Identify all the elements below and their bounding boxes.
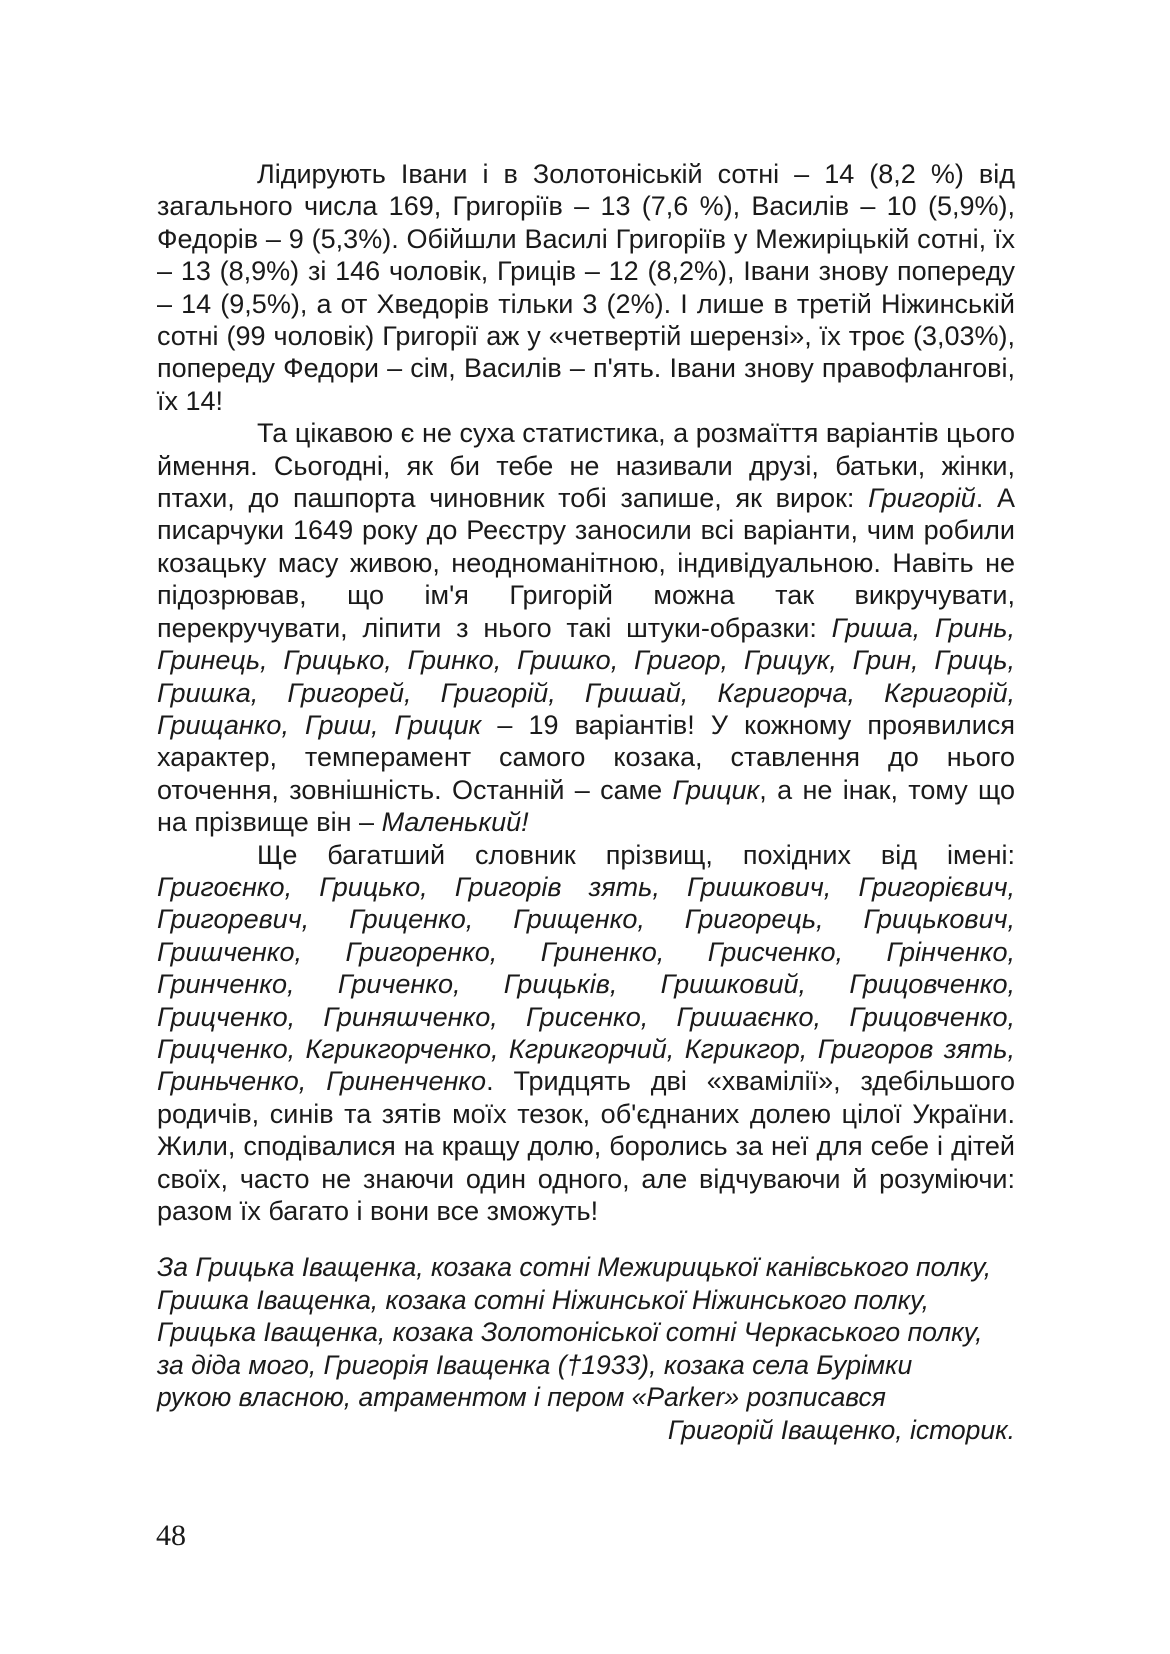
text-segment: . Тридцять дві «хвамілії», здебільшого родичів, синів та зятів моїх тезок, об'єднаних долею цілої України. Жили, сподівалися на кращу долю, боролись за неї для себе і дітей своїх, часто не знаючи один одного, але відчуваючи й розуміючи: разом їх багато і вони все зможуть!	[157, 1066, 1015, 1226]
paragraph-3	[157, 839, 1015, 1228]
text-segment: Ще багатший словник прізвищ, похідних від імені:	[257, 839, 1015, 870]
signature-line: рукою власною, атраментом і пером «Parker» розписався	[157, 1382, 886, 1413]
text-segment-italic: Маленький!	[381, 807, 529, 838]
signature-author: Григорій Іващенко, історик.	[667, 1414, 1015, 1445]
paragraph-2	[157, 417, 1015, 838]
text-segment-italic: Грицик	[672, 774, 760, 805]
text-segment: – 19 варіантів! У кожному проявилися характер, темперамент самого козака, ставлення до нього оточення, зовнішність. Останній – саме	[157, 709, 1015, 805]
signature-block	[157, 1251, 1015, 1447]
text-segment: , а не інак, тому що на прізвище він –	[157, 774, 1015, 838]
signature-line: Грицька Іващенка, козака Золотоніської сотні Черкаського полку,	[157, 1317, 983, 1348]
signature-line: Гришка Іващенка, козака сотні Ніжинської Ніжинського полку,	[157, 1284, 929, 1315]
text-segment-italic: Григорій	[868, 483, 976, 514]
signature-line: За Грицька Іващенка, козака сотні Межирицької канівського полку,	[157, 1252, 992, 1282]
text-segment-italic: Григоєнко, Грицько, Григорів зять, Гришкович, Григорієвич, Григоревич, Гриценко, Грищенко, Григорець, Грицькович, Гришченко, Григоренко, Гриненко, Грисченко, Грінченко, Гринченко, Гриченко, Грицьків, Гришковий, Грицовченко, Грицченко, Гриняшченко, Грисенко, Гришаєнко, Грицовченко, Грицченко, Кгрикгорченко, Кгрикгорчий, Кгрикгор, Григоров зять, Гриньченко, Гриненченко	[157, 871, 1015, 1097]
text-segment: . А писарчуки 1649 року до Реєстру заносили всі варіанти, чим робили козацьку масу живою, неодноманітною, індивідуальною. Навіть не підозрював, що ім'я Григорій можна так викручувати, перекручувати, ліпити з нього такі штуки-образки:	[157, 483, 1015, 643]
paragraph-1	[157, 158, 1015, 417]
text-segment-italic: Гриша, Гринь, Гринець, Грицько, Гринко, Гришко, Григор, Грицук, Грин, Гриць, Гришка, Григорей, Григорій, Гришай, Кгригорча, Кгригорій, Грищанко, Гриш, Грицик	[157, 612, 1015, 740]
text-segment: Та цікавою є не суха статистика, а розмаїття варіантів цього ймення. Сьогодні, як би тебе не називали друзі, батьки, жінки, птахи, до пашпорта чиновник тобі запише, як вирок:	[157, 418, 1015, 514]
text-segment: Лідирують Івани і в Золотоніській сотні – 14 (8,2 %) від загального числа 169, Григоріїв – 13 (7,6 %), Василів – 10 (5,9%), Федорів – 9 (5,3%). Обійшли Василі Григоріїв у Межиріцькій сотні, їх – 13 (8,9%) зі 146 чоловік, Гриців – 12 (8,2%), Івани знову попереду – 14 (9,5%), а от Хведорів тільки 3 (2%). І лише в третій Ніжинській сотні (99 чоловік) Григорії аж у «четвертій шерензі», їх троє (3,03%), попереду Федори – сім, Василів – п'ять. Івани знову правофлангові, їх 14!	[157, 159, 1015, 416]
main-text	[157, 158, 1015, 1227]
page-number: 48	[156, 1519, 186, 1552]
signature-line: за діда мого, Григорія Іващенка (†1933), козака села Бурімки	[157, 1349, 913, 1380]
